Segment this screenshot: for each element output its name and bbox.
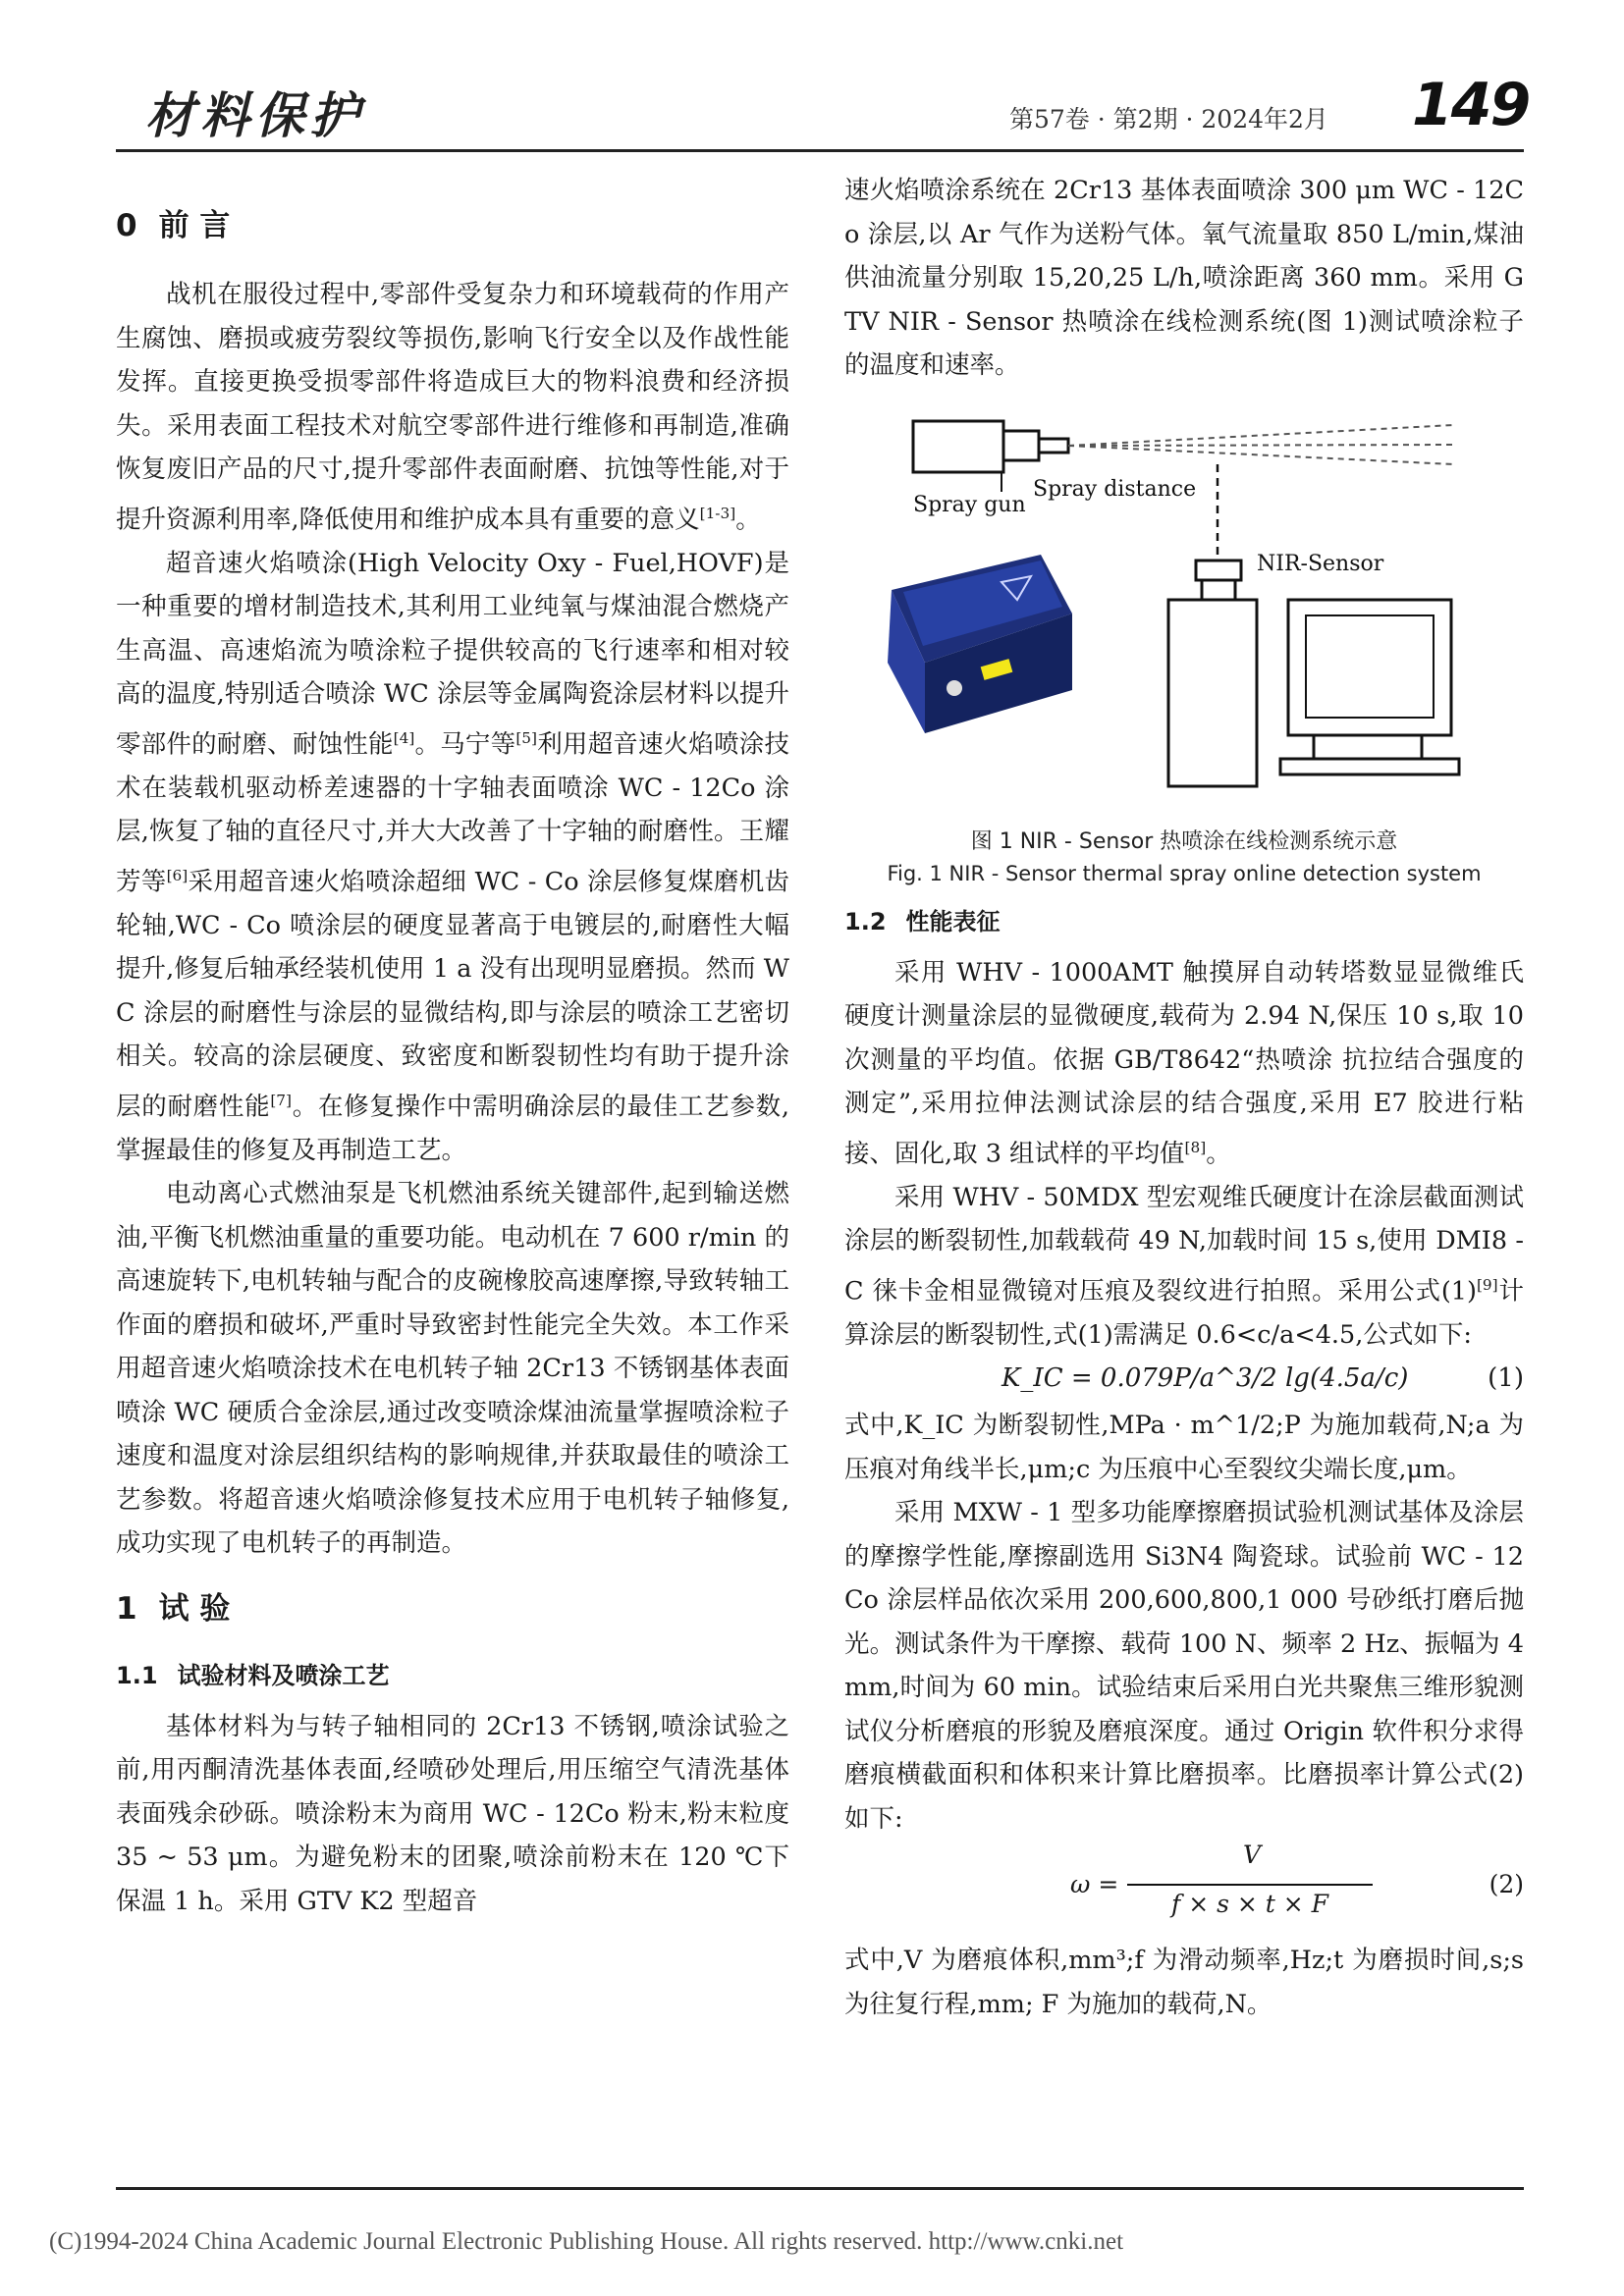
spray-gun-icon (913, 421, 1068, 472)
paragraph-intro-2: 超音速火焰喷涂(High Velocity Oxy - Fuel,HOVF)是一种重要的增材制造技术,其利用工业纯氧与煤油混合燃烧产生高温、高速焰流为喷涂粒子提供较高的飞行速率和相对较高的温度,特别适合喷涂 WC 涂层等金属陶瓷涂层材料以提升零部件的耐磨、耐蚀性能[4]。马宁等[5]利用超音速火焰喷涂技术在装载机驱动桥差速器的十字轴表面喷涂 WC - 12Co 涂层,恢复了轴的直径尺寸,并大大改善了十字轴的耐磨性。王耀芳等[6]采用超音速火焰喷涂超细 WC - Co 涂层修复煤磨机齿轮轴,WC - Co 喷涂层的硬度显著高于电镀层的,耐磨性大幅提升,修复后轴承经装机使用 1 a 没有出现明显磨损。然而 WC 涂层的耐磨性与涂层的显微结构,即与涂层的喷涂工艺密切相关。较高的涂层硬度、致密度和断裂韧性均有助于提升涂层的耐磨性能[7]。在修复操作中需明确涂层的最佳工艺参数,掌握最佳的修复及再制造工艺。 (116, 548, 789, 1165)
citation: [8] (1184, 1138, 1207, 1156)
copyright-notice: (C)1994-2024 China Academic Journal Electronic Publishing House. All rights reserved. http://www.cnki.net (49, 2228, 1124, 2255)
paragraph-intro-1: 战机在服役过程中,零部件受复杂力和环境载荷的作用产生腐蚀、磨损或疲劳裂纹等损伤,影响飞行安全以及作战性能发挥。直接更换受损零部件将造成巨大的物料浪费和经济损失。采用表面工程技术对航空零部件进行维修和再制造,准确恢复废旧产品的尺寸,提升零部件表面耐磨、抗蚀等性能,对于提升资源利用率,降低使用和维护成本具有重要的意义[1-3]。 (116, 280, 789, 534)
fraction-bar (1127, 1884, 1373, 1886)
equation-2 (844, 1841, 1524, 1939)
citation: [7] (270, 1091, 292, 1109)
figure-caption-cn: 图 1 NIR - Sensor 热喷涂在线检测系统示意 (970, 828, 1398, 854)
label-spray-gun: Spray gun (913, 492, 1026, 517)
right-column (844, 169, 1524, 2026)
equation-2-numerator: V (1242, 1841, 1262, 1869)
equation-2-lhs: ω = (1070, 1870, 1119, 1898)
subsection-heading-materials: 1.1 试验材料及喷涂工艺 (116, 1661, 390, 1689)
spray-plume (1068, 425, 1453, 464)
paragraph-hardness: 采用 WHV - 1000AMT 触摸屏自动转塔数显显微维氏硬度计测量涂层的显微硬度,载荷为 2.94 N,保压 10 s,取 10 次测量的平均值。依据 GB/T8642“热喷涂 抗拉结合强度的测定”,采用拉伸法测试涂层的结合强度,采用 E7 胶进行粘接、固化,取 3 组试样的平均值[8]。 (844, 957, 1524, 1168)
subsection-heading-characterization: 1.2 性能表征 (844, 907, 1001, 935)
paragraph-toughness: 采用 WHV - 50MDX 型宏观维氏硬度计在涂层截面测试涂层的断裂韧性,加载载荷 49 N,加载时间 15 s,使用 DMI8 - C 徕卡金相显微镜对压痕及裂纹进行拍照。采用公式(1)[9]计算涂层的断裂韧性,式(1)需满足 0.6<c/a<4.5,公式如下: (844, 1182, 1524, 1350)
equation-2-denominator: f × s × t × F (1171, 1890, 1328, 1918)
journal-logo: 材料保护 (145, 86, 365, 144)
page-number: 149 (1412, 71, 1530, 139)
equation-1-expression: K_IC = 0.079P/a^3/2 lg(4.5a/c) (1001, 1363, 1409, 1393)
issue-info: 第57卷 · 第2期 · 2024年2月 (1009, 105, 1328, 133)
section-heading-experiment: 1 试 验 (116, 1590, 231, 1627)
left-column (116, 187, 789, 1923)
footer-rule (116, 2187, 1524, 2190)
section-heading-intro: 0 前 言 (116, 208, 231, 243)
citation: [6] (166, 866, 189, 884)
nir-sensor-icon (1168, 561, 1257, 786)
citation: [4] (393, 728, 415, 747)
label-nir-sensor: NIR-Sensor (1257, 551, 1384, 576)
equation-1 (844, 1357, 1524, 1404)
citation: [5] (515, 728, 537, 747)
paragraph-eq2-definitions: 式中,V 为磨痕体积,mm³;f 为滑动频率,Hz;t 为磨损时间,s;s 为往复行程,mm; F 为施加的载荷,N。 (844, 1946, 1524, 2019)
paragraph-materials: 基体材料为与转子轴相同的 2Cr13 不锈钢,喷涂试验之前,用丙酮清洗基体表面,经喷砂处理后,用压缩空气清洗基体表面残余砂砾。喷涂粉末为商用 WC - 12Co 粉末,粉末粒度 35 ~ 53 μm。为避免粉末的团聚,喷涂前粉末在 120 ℃下保温 1 h。采用 GTV K2 型超音 (116, 1711, 789, 1916)
label-spray-distance: Spray distance (1033, 476, 1197, 502)
figure-caption-en: Fig. 1 NIR - Sensor thermal spray online detection system (887, 861, 1482, 885)
header-rule (116, 149, 1524, 152)
paragraph-eq1-definitions: 式中,K_IC 为断裂韧性,MPa · m^1/2;P 为施加载荷,N;a 为压痕对角线半长,μm;c 为压痕中心至裂纹尖端长度,μm。 (844, 1411, 1524, 1484)
figure-diagram (844, 405, 1524, 818)
equation-2-number: (2) (1489, 1870, 1524, 1898)
figure-nir-sensor (844, 405, 1524, 818)
paragraph-spray-process: 速火焰喷涂系统在 2Cr13 基体表面喷涂 300 μm WC - 12Co 涂层,以 Ar 气作为送粉气体。氧气流量取 850 L/min,煤油供油流量分别取 15,20,25 L/h,喷涂距离 360 mm。采用 GTV NIR - Sensor 热喷涂在线检测系统(图 1)测试喷涂粒子的温度和速率。 (844, 176, 1524, 380)
equation-1-number: (1) (1488, 1363, 1524, 1393)
paragraph-intro-3: 电动离心式燃油泵是飞机燃油系统关键部件,起到输送燃油,平衡飞机燃油重量的重要功能。电动机在 7 600 r/min 的高速旋转下,电机转轴与配合的皮碗橡胶高速摩擦,导致转轴工作面的磨损和破坏,严重时导致密封性能完全失效。本工作采用超音速火焰喷涂技术在电机转子轴 2Cr13 不锈钢基体表面喷涂 WC 硬质合金涂层,通过改变喷涂煤油流量掌握喷涂粒子速度和温度对涂层组织结构的影响规律,并获取最佳的喷涂工艺参数。将超音速火焰喷涂修复技术应用于电机转子轴修复,成功实现了电机转子的再制造。 (116, 1179, 789, 1558)
paragraph-wear-test: 采用 MXW - 1 型多功能摩擦磨损试验机测试基体及涂层的摩擦学性能,摩擦副选用 Si3N4 陶瓷球。试验前 WC - 12Co 涂层样品依次采用 200,600,800,1 000 号砂纸打磨后抛光。测试条件为干摩擦、载荷 100 N、频率 2 Hz、振幅为 4 mm,时间为 60 min。试验结束后采用白光共聚焦三维形貌测试仪分析磨痕的形貌及磨痕深度。通过 Origin 软件积分求得磨痕横截面积和体积来计算比磨损率。比磨损率计算公式(2)如下: (844, 1498, 1524, 1834)
citation: [1-3] (699, 504, 736, 522)
computer-monitor-icon (1280, 600, 1459, 774)
nir-sensor-device-photo (888, 555, 1072, 733)
citation: [9] (1476, 1275, 1498, 1294)
